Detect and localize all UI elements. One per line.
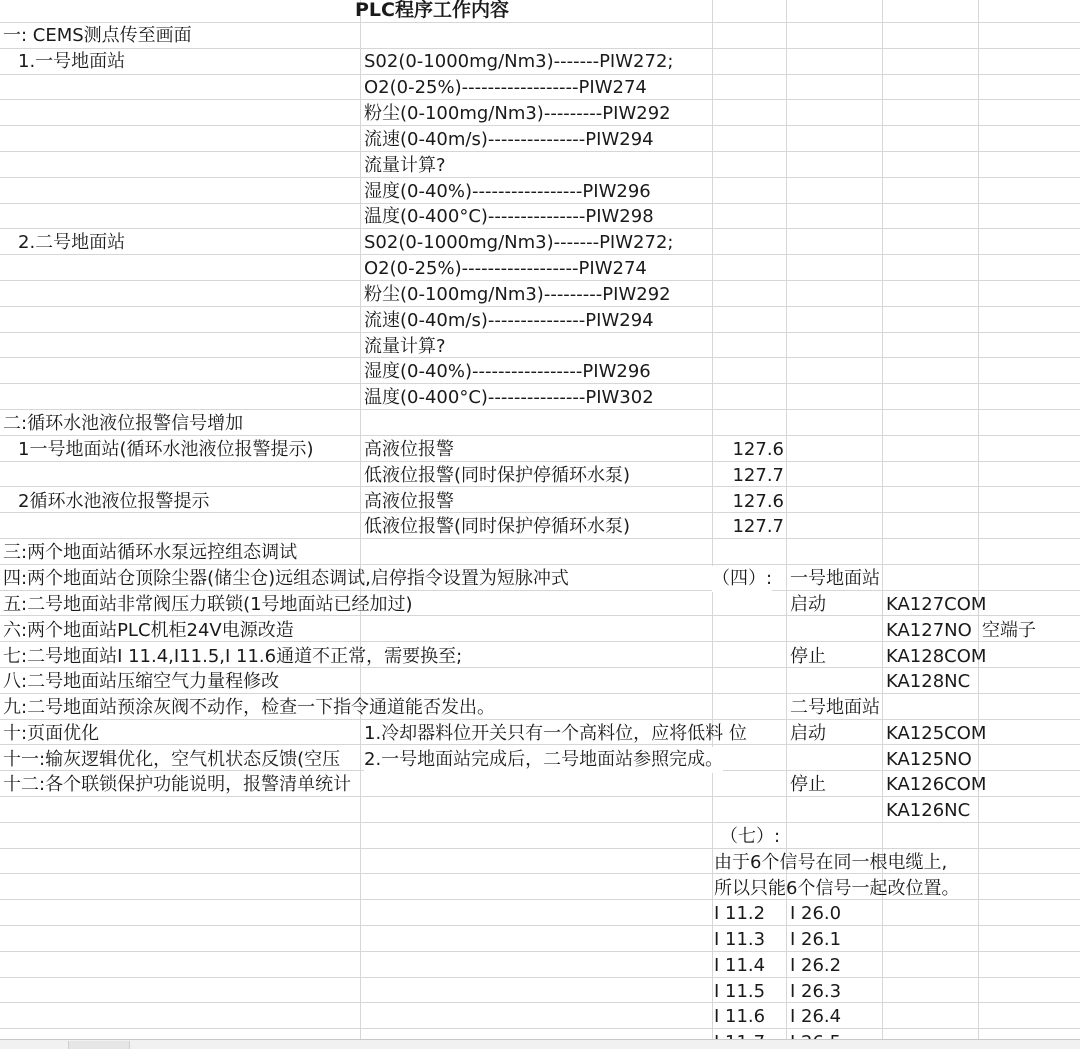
station1-item[interactable]: O2(0-25%)------------------PIW274 xyxy=(364,77,647,98)
column-gridline xyxy=(360,0,361,1049)
station2-item[interactable]: S02(0-1000mg/Nm3)-------PIW272; xyxy=(364,232,674,253)
station2-label[interactable]: 2.二号地面站 xyxy=(18,232,126,253)
station2-item[interactable]: 温度(0-400°C)---------------PIW302 xyxy=(364,387,654,408)
old-channel[interactable]: I 11.6 xyxy=(714,1006,766,1027)
relay-terminal[interactable]: KA127COM xyxy=(886,594,987,615)
part4-station2-label[interactable]: 二号地面站 xyxy=(790,697,880,718)
note-item[interactable]: 1.冷却器料位开关只有一个高料位，应将低料 位 xyxy=(364,723,747,744)
relay-terminal[interactable]: KA128COM xyxy=(886,646,987,667)
relay-terminal[interactable]: KA127NO xyxy=(886,620,972,641)
station1-label[interactable]: 1.一号地面站 xyxy=(18,51,126,72)
stop-label[interactable]: 停止 xyxy=(790,774,826,795)
station2-item[interactable]: 流量计算? xyxy=(364,336,446,357)
relay-terminal[interactable]: KA125COM xyxy=(886,723,987,744)
column-gridline xyxy=(978,0,979,1049)
section1-heading[interactable]: 一: CEMS测点传至画面 xyxy=(3,25,192,46)
task-item[interactable]: 十一:输灰逻辑优化，空气机状态反馈(空压 xyxy=(3,749,341,770)
task-item[interactable]: 七:二号地面站I 11.4,I11.5,I 11.6通道不正常，需要换至; xyxy=(3,646,463,667)
row-gridline xyxy=(0,357,1080,358)
row-gridline xyxy=(0,1002,1080,1003)
new-channel[interactable]: I 26.1 xyxy=(790,929,842,950)
row-gridline xyxy=(0,177,1080,178)
low-level-alarm[interactable]: 低液位报警(同时保护停循环水泵) xyxy=(364,465,631,486)
task-item[interactable]: 四:两个地面站仓顶除尘器(储尘仓)远组态调试,启停指令设置为短脉冲式 xyxy=(3,568,569,589)
station1-item[interactable]: 流速(0-40m/s)---------------PIW294 xyxy=(364,129,654,150)
task-item[interactable]: 三:两个地面站循环水泵远控组态调试 xyxy=(3,542,298,563)
sheet-tab-bar xyxy=(0,1039,1080,1049)
start-label[interactable]: 启动 xyxy=(790,723,826,744)
station2-item[interactable]: 粉尘(0-100mg/Nm3)---------PIW292 xyxy=(364,284,671,305)
new-channel[interactable]: I 26.4 xyxy=(790,1006,842,1027)
station2-item[interactable]: 流速(0-40m/s)---------------PIW294 xyxy=(364,310,654,331)
part4-station1-label[interactable]: 一号地面站 xyxy=(790,568,880,589)
high-level-address[interactable]: 127.6 xyxy=(732,439,784,460)
low-level-address[interactable]: 127.7 xyxy=(732,516,784,537)
station1-item[interactable]: S02(0-1000mg/Nm3)-------PIW272; xyxy=(364,51,674,72)
old-channel[interactable]: I 11.5 xyxy=(714,981,766,1002)
station1-item[interactable]: 粉尘(0-100mg/Nm3)---------PIW292 xyxy=(364,103,671,124)
sheet-tab[interactable] xyxy=(68,1041,130,1049)
station1-item[interactable]: 湿度(0-40%)-----------------PIW296 xyxy=(364,181,651,202)
row-gridline xyxy=(0,925,1080,926)
note-item[interactable]: 2.一号地面站完成后，二号地面站参照完成。 xyxy=(364,747,723,773)
sheet-title[interactable]: PLC程序工作内容 xyxy=(355,0,509,21)
high-level-alarm[interactable]: 高液位报警 xyxy=(364,439,454,460)
old-channel[interactable]: I 11.4 xyxy=(714,955,766,976)
high-level-address[interactable]: 127.6 xyxy=(732,491,784,512)
new-channel[interactable]: I 26.3 xyxy=(790,981,842,1002)
part4-label[interactable]: （四）: xyxy=(712,566,772,592)
new-channel[interactable]: I 26.2 xyxy=(790,955,842,976)
section2-heading[interactable]: 二:循环水池液位报警信号增加 xyxy=(3,413,244,434)
stop-label[interactable]: 停止 xyxy=(790,646,826,667)
row-gridline xyxy=(0,977,1080,978)
task-item[interactable]: 十:页面优化 xyxy=(3,723,100,744)
row-gridline xyxy=(0,848,1080,849)
row-gridline xyxy=(0,1028,1080,1029)
task-item[interactable]: 九:二号地面站预涂灰阀不动作，检查一下指令通道能否发出。 xyxy=(3,697,496,718)
part7-note[interactable]: 由于6个信号在同一根电缆上, xyxy=(714,852,948,873)
task-item[interactable]: 十二:各个联锁保护功能说明，报警清单统计 xyxy=(3,774,352,795)
station2-item[interactable]: O2(0-25%)------------------PIW274 xyxy=(364,258,647,279)
relay-terminal[interactable]: KA128NC xyxy=(886,671,971,692)
relay-terminal[interactable]: KA126NC xyxy=(886,800,971,821)
high-level-alarm[interactable]: 高液位报警 xyxy=(364,491,454,512)
spare-terminal-note[interactable]: 空端子 xyxy=(982,620,1036,641)
station1-item[interactable]: 温度(0-400°C)---------------PIW298 xyxy=(364,206,654,227)
old-channel[interactable]: I 11.3 xyxy=(714,929,766,950)
relay-terminal[interactable]: KA125NO xyxy=(886,749,972,770)
old-channel[interactable]: I 11.2 xyxy=(714,903,766,924)
part7-label[interactable]: （七）: xyxy=(720,826,781,847)
task-item[interactable]: 五:二号地面站非常阀压力联锁(1号地面站已经加过) xyxy=(3,594,413,615)
station2-item[interactable]: 湿度(0-40%)-----------------PIW296 xyxy=(364,361,651,382)
alarm-station2-label[interactable]: 2循环水池液位报警提示 xyxy=(18,491,210,512)
relay-terminal[interactable]: KA126COM xyxy=(886,774,987,795)
task-item[interactable]: 六:两个地面站PLC机柜24V电源改造 xyxy=(3,620,294,641)
low-level-alarm[interactable]: 低液位报警(同时保护停循环水泵) xyxy=(364,516,631,537)
part7-note[interactable]: 所以只能6个信号一起改位置。 xyxy=(714,878,960,899)
new-channel[interactable]: I 26.0 xyxy=(790,903,842,924)
start-label[interactable]: 启动 xyxy=(790,594,826,615)
station1-item[interactable]: 流量计算? xyxy=(364,155,446,176)
row-gridline xyxy=(0,951,1080,952)
task-item[interactable]: 八:二号地面站压缩空气力量程修改 xyxy=(3,671,280,692)
alarm-station1-label[interactable]: 1一号地面站(循环水池液位报警提示) xyxy=(18,439,314,460)
low-level-address[interactable]: 127.7 xyxy=(732,465,784,486)
